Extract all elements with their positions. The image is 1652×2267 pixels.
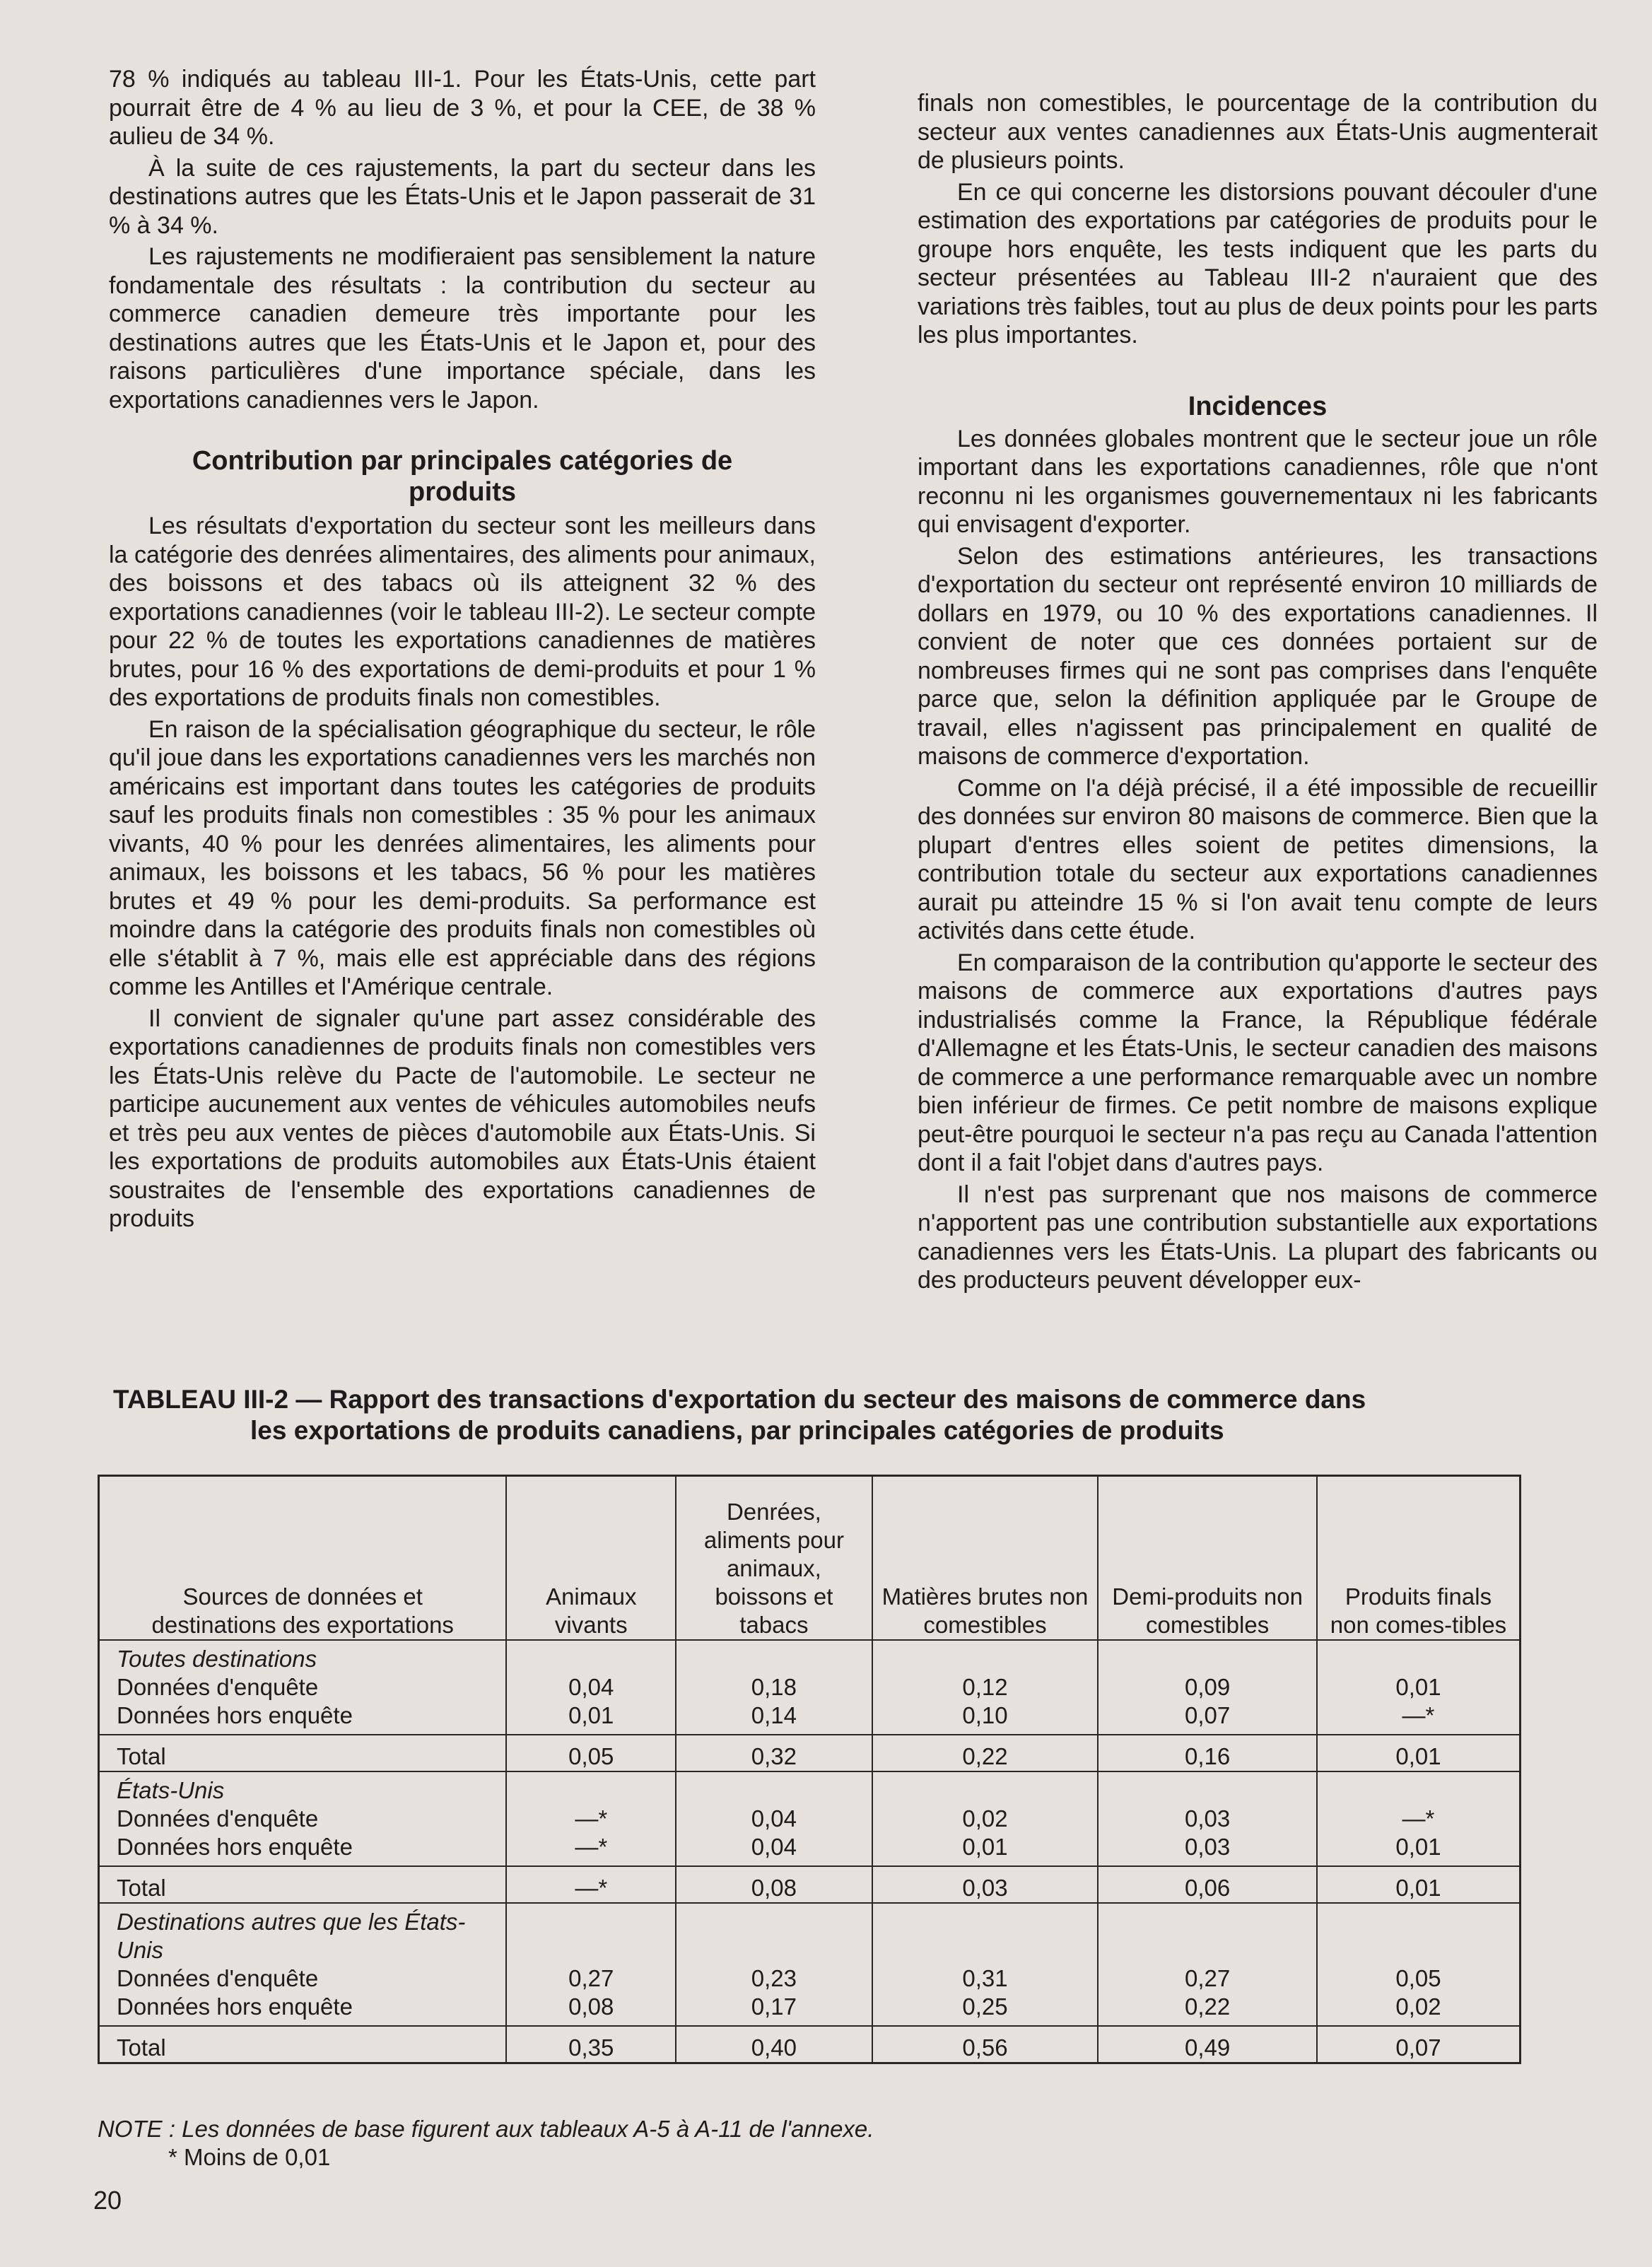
total-cell: 0,32 (676, 1735, 872, 1771)
table-row-total (99, 1735, 1521, 1771)
table-row-total (99, 2026, 1521, 2063)
nonsurvey-label: Données hors enquête (117, 1834, 353, 1860)
table-row-total (99, 1866, 1521, 1903)
total-cell: 0,40 (676, 2026, 872, 2063)
cell: 0,27 0,22 (1098, 1903, 1317, 2026)
right-paragraph: finals non comestibles, le pourcentage de la contribution du secteur aux ventes canadiennes aux États-Unis augmenterait de plusieurs points. (918, 90, 1598, 174)
table-row (99, 1771, 1521, 1866)
right-paragraph: En comparaison de la contribution qu'apporte le secteur des maisons de commerce aux exportations d'autres pays industrialisés comme la France, la République fédérale d'Allemagne et les États-Unis, le secteur canadien des maisons de commerce a une performance remarquable avec un nombre bien inférieur de firmes. Ce petit nombre de maisons explique peut-être pourquoi le secteur n'a pas reçu au Canada l'attention dont il a fait l'objet dans d'autres pays. (918, 949, 1598, 1176)
cell: —* —* (506, 1771, 676, 1866)
total-cell: 0,56 (872, 2026, 1099, 2063)
left-column (109, 65, 816, 1234)
total-label: Total (99, 2026, 507, 2063)
header-raw-materials: Matières brutes non comestibles (872, 1476, 1099, 1641)
section-heading-incidences: Incidences (1188, 391, 1328, 421)
right-paragraph: Comme on l'a déjà précisé, il a été impossible de recueillir des données sur environ 80 maisons de commerce. Bien que la plupart d'entres elles soient de petites dimensions, la contribution totale du secteur aux exportations canadiennes aurait pu atteindre 15 % si l'on avait tenu compte de leurs activités dans cette étude. (918, 774, 1598, 944)
total-cell: 0,01 (1317, 1866, 1521, 1903)
table-note (98, 2115, 874, 2172)
total-cell: 0,22 (872, 1735, 1099, 1771)
header-sources: Sources de données et destinations des exportations (99, 1476, 507, 1641)
cell: 0,18 0,14 (676, 1640, 872, 1735)
page-number: 20 (93, 2186, 122, 2215)
table-title-line2: les exportations de produits canadiens, par principales catégories de produits (250, 1416, 1224, 1445)
total-cell: 0,06 (1098, 1866, 1317, 1903)
left-paragraph: Les résultats d'exportation du secteur sont les meilleurs dans la catégorie des denrées alimentaires, des aliments pour animaux, des boissons et des tabacs où ils atteignent 32 % des exportations canadiennes (voir le tableau III-2). Le secteur compte pour 22 % de toutes les exportations canadiennes de matières brutes, pour 16 % des exportations de demi-produits et pour 1 % des exportations de produits finals non comestibles. (109, 512, 816, 711)
table-row (99, 1640, 1521, 1735)
total-cell: 0,49 (1098, 2026, 1317, 2063)
total-cell: 0,01 (1317, 1735, 1521, 1771)
table-row (99, 1903, 1521, 2026)
note-text: NOTE : Les données de base figurent aux tableaux A-5 à A-11 de l'annexe. (98, 2116, 874, 2142)
cell: 0,03 0,03 (1098, 1771, 1317, 1866)
table-title-line1: TABLEAU III-2 — Rapport des transactions d'exportation du secteur des maisons de commerce dans (113, 1385, 1366, 1414)
right-paragraph: En ce qui concerne les distorsions pouvant découler d'une estimation des exportations par catégories de produits pour le groupe hors enquête, les tests indiquent que les parts du secteur présentées au Tableau III-2 n'auraient que des variations très faibles, tout au plus de deux points pour les parts les plus importantes. (918, 178, 1598, 348)
cell: 0,01 —* (1317, 1640, 1521, 1735)
right-paragraph: Les données globales montrent que le secteur joue un rôle important dans les exportations canadiennes, rôle que n'ont reconnu ni les organismes gouvernementaux ni les fabricants qui envisagent d'exporter. (918, 425, 1598, 538)
section-heading-contribution: Contribution par principales catégories de produits (192, 446, 733, 507)
nonsurvey-label: Données hors enquête (117, 1702, 353, 1728)
total-label: Total (99, 1735, 507, 1771)
survey-label: Données d'enquête (117, 1805, 319, 1832)
total-cell: 0,05 (506, 1735, 676, 1771)
cell: 0,12 0,10 (872, 1640, 1099, 1735)
survey-label: Données d'enquête (117, 1965, 319, 1991)
header-food: Denrées, aliments pour animaux, boissons et tabacs (676, 1476, 872, 1641)
cell: 0,31 0,25 (872, 1903, 1099, 2026)
cell: 0,04 0,04 (676, 1771, 872, 1866)
row-label (99, 1771, 507, 1866)
right-paragraph: Il n'est pas surprenant que nos maisons de commerce n'apportent pas une contribution substantielle aux exportations canadiennes vers les États-Unis. La plupart des fabricants ou des producteurs peuvent développer eux- (918, 1181, 1598, 1294)
header-semi-products: Demi-produits non comestibles (1098, 1476, 1317, 1641)
nonsurvey-label: Données hors enquête (117, 1993, 353, 2020)
total-cell: 0,08 (676, 1866, 872, 1903)
total-cell: —* (506, 1866, 676, 1903)
left-paragraph: Il convient de signaler qu'une part assez considérable des exportations canadiennes de produits finals non comestibles vers les États-Unis relève du Pacte de l'automobile. Le secteur ne participe aucunement aux ventes de véhicules automobiles neufs et très peu aux ventes de pièces d'automobile aux États-Unis. Si les exportations de produits automobiles aux États-Unis étaient soustraites de l'ensemble des exportations canadiennes de produits (109, 1004, 816, 1232)
left-paragraph: À la suite de ces rajustements, la part du secteur dans les destinations autres que les États-Unis et le Japon passerait de 31 % à 34 %. (109, 154, 816, 239)
cell: 0,27 0,08 (506, 1903, 676, 2026)
row-label (99, 1903, 507, 2026)
survey-label: Données d'enquête (117, 1674, 319, 1700)
total-cell: 0,16 (1098, 1735, 1317, 1771)
left-paragraph: 78 % indiqués au tableau III-1. Pour les États-Unis, cette part pourrait être de 4 % au lieu de 3 %, et pour la CEE, de 38 % aulieu de 34 %. (109, 66, 816, 150)
destination-label: Toutes destinations (117, 1646, 317, 1672)
cell: 0,09 0,07 (1098, 1640, 1317, 1735)
total-cell: 0,07 (1317, 2026, 1521, 2063)
left-paragraph: En raison de la spécialisation géographique du secteur, le rôle qu'il joue dans les exportations canadiennes vers les marchés non américains est important dans toutes les catégories de produits sauf les produits finals non comestibles : 35 % pour les animaux vivants, 40 % pour les denrées alimentaires, les aliments pour animaux, les boissons et les tabacs, 56 % pour les matières brutes et 49 % pour les demi-produits. Sa performance est moindre dans la catégorie des produits finals non comestibles où elle s'établit à 7 %, mais elle est appréciable dans des régions comme les Antilles et l'Amérique centrale. (109, 715, 816, 1000)
header-live-animals: Animaux vivants (506, 1476, 676, 1641)
cell: 0,05 0,02 (1317, 1903, 1521, 2026)
cell: 0,23 0,17 (676, 1903, 872, 2026)
total-cell: 0,03 (872, 1866, 1099, 1903)
total-cell: 0,35 (506, 2026, 676, 2063)
right-paragraph: Selon des estimations antérieures, les transactions d'exportation du secteur ont représenté environ 10 milliards de dollars en 1979, ou 10 % des exportations canadiennes. Il convient de noter que ces données portaient sur de nombreuses firmes qui ne sont pas comprises dans l'enquête parce que, selon la définition appliquée par le Groupe de travail, elles n'agissent pas principalement en qualité de maisons de commerce d'exportation. (918, 542, 1598, 770)
footnote-text: * Moins de 0,01 (168, 2144, 331, 2170)
cell: 0,02 0,01 (872, 1771, 1099, 1866)
header-finished-products: Produits finals non comes-tibles (1317, 1476, 1521, 1641)
left-paragraph: Les rajustements ne modifieraient pas sensiblement la nature fondamentale des résultats : la contribution du secteur au commerce canadien demeure très importante pour les destinations autres que les États-Unis et le Japon et, pour des raisons particulières d'une importance spéciale, dans les exportations canadiennes vers le Japon. (109, 243, 816, 414)
table-header-row (99, 1476, 1521, 1641)
table-title (113, 1384, 1541, 1446)
total-label: Total (99, 1866, 507, 1903)
cell: 0,04 0,01 (506, 1640, 676, 1735)
destination-label: États-Unis (117, 1777, 225, 1803)
export-share-table (98, 1475, 1521, 2064)
row-label (99, 1640, 507, 1735)
destination-label: Destinations autres que les États-Unis (117, 1909, 466, 1963)
right-column (918, 89, 1598, 1295)
cell: —* 0,01 (1317, 1771, 1521, 1866)
